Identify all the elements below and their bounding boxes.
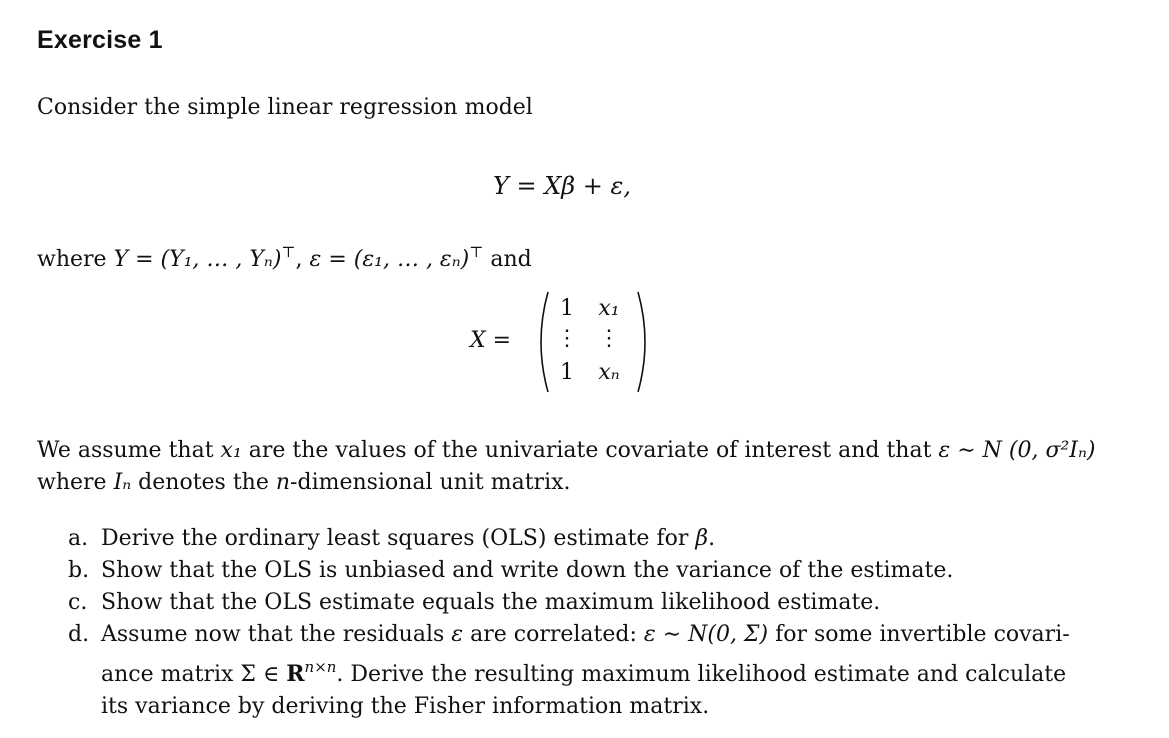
where-clause: [37, 236, 532, 276]
exercise-heading: Exercise 1: [37, 26, 163, 54]
intro-text: Consider the simple linear regression model: [37, 95, 533, 120]
reals-symbol: R: [286, 661, 305, 687]
y-definition: Y = (Y₁, … , Yₙ): [113, 247, 282, 272]
beta-symbol: β: [695, 526, 709, 551]
assumption-line-1: [37, 435, 1095, 467]
item-label: b.: [68, 558, 90, 583]
item-text: Show that the OLS is unbiased and write down the variance of the estimate.: [101, 558, 954, 583]
matrix-cell: xₙ: [598, 360, 620, 385]
matrix-dimension: n×n: [304, 658, 337, 676]
item-line-3: its variance by deriving the Fisher information matrix.: [101, 694, 710, 719]
where-suffix: and: [490, 247, 532, 272]
list-item: [68, 555, 1070, 587]
list-item: [68, 587, 1070, 619]
assumption-denotes: denotes the: [138, 470, 269, 495]
assumption-text: We assume that: [37, 438, 214, 463]
item-text: are correlated:: [470, 622, 637, 647]
item-line-1: [101, 619, 1070, 651]
eps-definition: ε = (ε₁, … , εₙ): [309, 247, 470, 272]
item-text: Assume now that the residuals: [101, 622, 445, 647]
identity-var: Iₙ: [113, 470, 132, 495]
left-paren-icon: [532, 290, 550, 394]
right-paren-icon: [636, 290, 654, 394]
matrix-cell: ⋮: [556, 326, 578, 351]
task-list: [68, 523, 1070, 723]
item-text: for some invertible covari-: [775, 622, 1070, 647]
matrix-label: X =: [470, 328, 512, 353]
item-line-2: [101, 651, 1070, 691]
covariate-var: x₁: [220, 438, 242, 463]
item-text: . Derive the resulting maximum likelihood estimate and calculate: [336, 662, 1067, 687]
list-item: [68, 619, 1070, 723]
assumption-where: where: [37, 470, 107, 495]
noise-distribution: ε ∼ N (0, σ²Iₙ): [938, 438, 1096, 463]
correlated-distribution: ε ∼ N(0, Σ): [643, 622, 769, 647]
assumption-end: -dimensional unit matrix.: [290, 470, 571, 495]
item-text: ance matrix Σ ∈: [101, 662, 280, 687]
model-equation: Y = Xβ + ε,: [493, 172, 632, 200]
matrix-cell: 1: [560, 360, 574, 385]
dimension-var: n: [275, 470, 291, 495]
where-prefix: where: [37, 247, 107, 272]
assumption-mid: are the values of the univariate covariate of interest and that: [248, 438, 932, 463]
item-text: Derive the ordinary least squares (OLS) estimate for: [101, 526, 689, 551]
list-item: [68, 523, 1070, 555]
eps-transpose: ⊤: [469, 243, 484, 261]
eps-symbol: ε: [451, 622, 464, 647]
y-transpose: ⊤: [281, 243, 296, 261]
matrix-cell: ⋮: [598, 326, 620, 351]
item-label: d.: [68, 622, 90, 647]
matrix-cell: 1: [560, 296, 574, 321]
item-text: Show that the OLS estimate equals the maximum likelihood estimate.: [101, 590, 881, 615]
where-separator: ,: [295, 247, 310, 272]
matrix-cell: x₁: [598, 296, 620, 321]
assumption-line-2: [37, 467, 571, 499]
item-period: .: [708, 526, 716, 551]
item-label: a.: [68, 526, 89, 551]
item-label: c.: [68, 590, 88, 615]
